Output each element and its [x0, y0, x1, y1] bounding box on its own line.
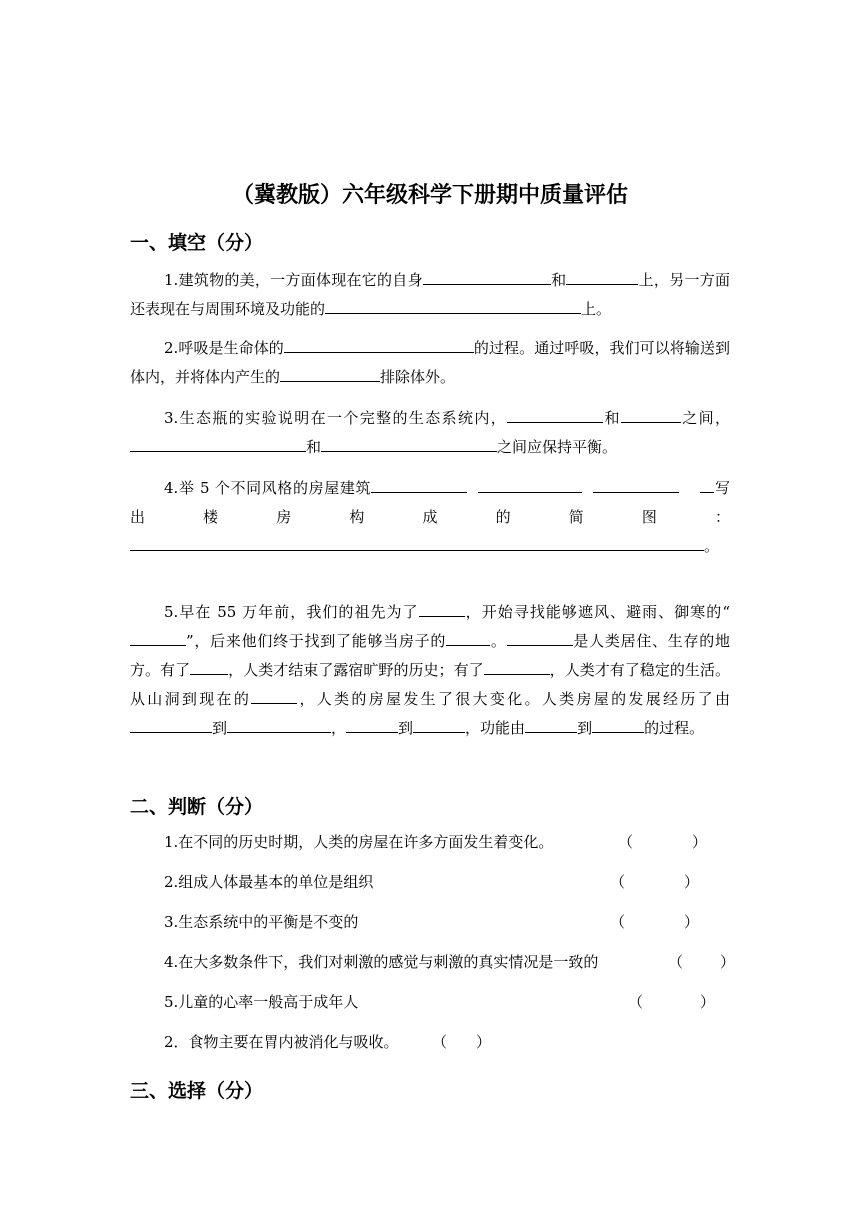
answer-blank[interactable] — [413, 716, 465, 733]
page-title: （冀教版）六年级科学下册期中质量评估 — [231, 183, 628, 208]
answer-paren-open[interactable]: （ — [668, 953, 684, 971]
judge-item-4: 4.在大多数条件下，我们对刺激的感觉与刺激的真实情况是一致的 （ ） — [164, 950, 744, 974]
fill-question-5: 5.早在 55 万年前，我们的祖先为了 ，开始寻找能够遮风、避雨、御寒的“”，后来他们终于找到了能够当房子的 。 是人类居住、生存的地方。有了 ，人类才结束了露宿旷野的历史；有了 ，人类才有了稳定的生活。从山洞到现在的 ，人类的房屋发生了很大变化。人类房屋的发展经历了由到 ， 到 ，功能由 到 的过程。 — [130, 598, 730, 743]
answer-blank[interactable] — [478, 476, 582, 493]
fill-question-2: 2.呼吸是生命体的 的过程。通过呼吸，我们可以将输送到体内，并将体内产生的 排除体外。 — [130, 334, 730, 392]
answer-blank[interactable] — [371, 476, 467, 493]
fill-question-3: 3.生态瓶的实验说明在一个完整的生态系统内， 和 之间，和 之间应保持平衡。 — [130, 404, 730, 462]
answer-blank[interactable] — [423, 268, 551, 285]
answer-blank[interactable] — [130, 435, 306, 452]
answer-paren-close: ） — [684, 873, 700, 891]
answer-blank[interactable] — [284, 336, 474, 353]
answer-blank[interactable] — [190, 658, 228, 675]
answer-blank[interactable] — [566, 268, 638, 285]
answer-blank[interactable] — [130, 716, 212, 733]
section-heading-choice: 三、选择（分） — [130, 1080, 264, 1102]
answer-paren-open[interactable]: （ — [610, 913, 626, 931]
fill-question-1: 1.建筑物的美，一方面体现在它的自身 和 上，另一方面还表现在与周围环境及功能的 上。 — [130, 266, 730, 324]
answer-blank[interactable] — [507, 629, 573, 646]
answer-blank[interactable] — [507, 406, 603, 423]
answer-blank[interactable] — [593, 476, 679, 493]
answer-blank[interactable] — [227, 716, 331, 733]
answer-paren-close: ） — [476, 1033, 492, 1051]
answer-blank[interactable] — [251, 687, 297, 704]
answer-blank[interactable] — [130, 534, 690, 551]
judge-item-5: 5.儿童的心率一般高于成年人 （ ） — [164, 990, 744, 1014]
judge-item-3: 3.生态系统中的平衡是不变的 （ ） — [164, 910, 744, 934]
judge-item-1: 1.在不同的历史时期，人类的房屋在许多方面发生着变化。 （ ） — [164, 830, 744, 854]
answer-blank[interactable] — [621, 406, 681, 423]
answer-blank[interactable] — [592, 716, 644, 733]
answer-paren-close: ） — [692, 833, 708, 851]
judge-item-6: 2．食物主要在胃内被消化与吸收。 （ ） — [164, 1030, 744, 1054]
fill-question-4: 4.举 5 个不同风格的房屋建筑 写出楼房构成的简图：。 — [130, 474, 730, 561]
answer-blank[interactable] — [525, 716, 577, 733]
answer-paren-close: ） — [684, 913, 700, 931]
answer-blank[interactable] — [690, 534, 704, 551]
answer-paren-close: ） — [720, 953, 736, 971]
answer-paren-open[interactable]: （ — [610, 873, 626, 891]
judge-item-2: 2.组成人体最基本的单位是组织 （ ） — [164, 870, 744, 894]
section-heading-judge: 二、判断（分） — [130, 796, 264, 818]
answer-blank[interactable] — [419, 600, 465, 617]
answer-blank[interactable] — [130, 629, 186, 646]
answer-blank[interactable] — [700, 476, 714, 493]
answer-blank[interactable] — [484, 658, 550, 675]
answer-blank[interactable] — [321, 435, 497, 452]
answer-blank[interactable] — [280, 365, 380, 382]
answer-paren-close: ） — [700, 993, 716, 1011]
answer-blank[interactable] — [446, 629, 490, 646]
answer-blank[interactable] — [346, 716, 398, 733]
answer-blank[interactable] — [325, 297, 581, 314]
answer-paren-open[interactable]: （ — [618, 833, 634, 851]
answer-paren-open[interactable]: （ — [628, 993, 644, 1011]
answer-paren-open[interactable]: （ — [432, 1033, 448, 1051]
section-heading-fill: 一、填空（分） — [130, 232, 264, 254]
